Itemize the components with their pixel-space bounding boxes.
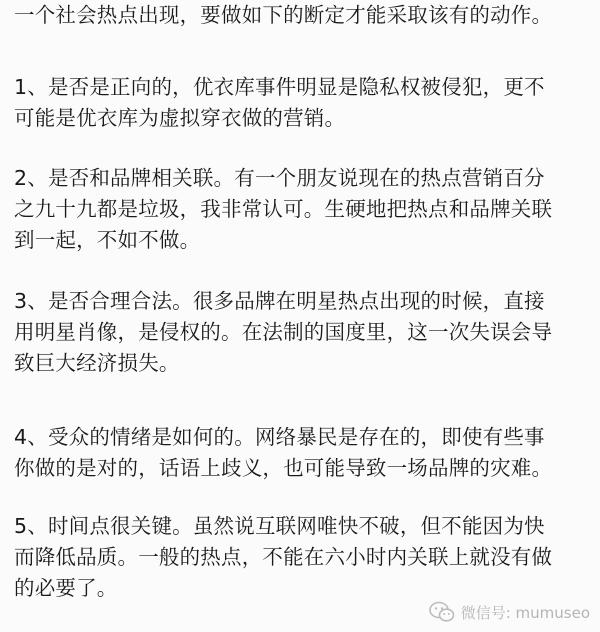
paragraph-line: 之九十九都是垃圾，我非常认可。生硬地把热点和品牌关联 [14,197,553,221]
wechat-icon [429,601,455,623]
paragraph-line: 4、受众的情绪是如何的。网络暴民是存在的，即使有些事 [14,425,545,449]
paragraph-line: 一个社会热点出现，要做如下的断定才能采取该有的动作。 [14,3,553,27]
paragraph-line: 你做的是对的，话语上歧义，也可能导致一场品牌的灾难。 [14,456,553,480]
point-1-paragraph [14,72,590,134]
paragraph-line: 致巨大经济损失。 [14,351,180,375]
paragraph-line: 到一起，不如不做。 [14,228,201,252]
paragraph-line: 而降低品质。一般的热点，不能在六小时内关联上就没有做 [14,545,553,569]
point-5-paragraph [14,511,590,604]
wechat-watermark [429,600,590,624]
paragraph-line: 2、是否和品牌相关联。有一个朋友说现在的热点营销百分 [14,166,545,190]
intro-paragraph [14,0,590,31]
paragraph-line: 用明星肖像，是侵权的。在法制的国度里，这一次失误会导 [14,320,553,344]
paragraph-line: 5、时间点很关键。虽然说互联网唯快不破，但不能因为快 [14,514,545,538]
watermark-text: 微信号: mumuseo [460,603,590,622]
point-4-paragraph [14,422,590,484]
point-3-paragraph [14,286,590,379]
paragraph-line: 1、是否是正向的，优衣库事件明显是隐私权被侵犯，更不 [14,75,545,99]
paragraph-line: 可能是优衣库为虚拟穿衣做的营销。 [14,106,346,130]
point-2-paragraph [14,163,590,256]
paragraph-line: 3、是否合理合法。很多品牌在明星热点出现的时候，直接 [14,289,545,313]
paragraph-line: 的必要了。 [14,576,118,600]
